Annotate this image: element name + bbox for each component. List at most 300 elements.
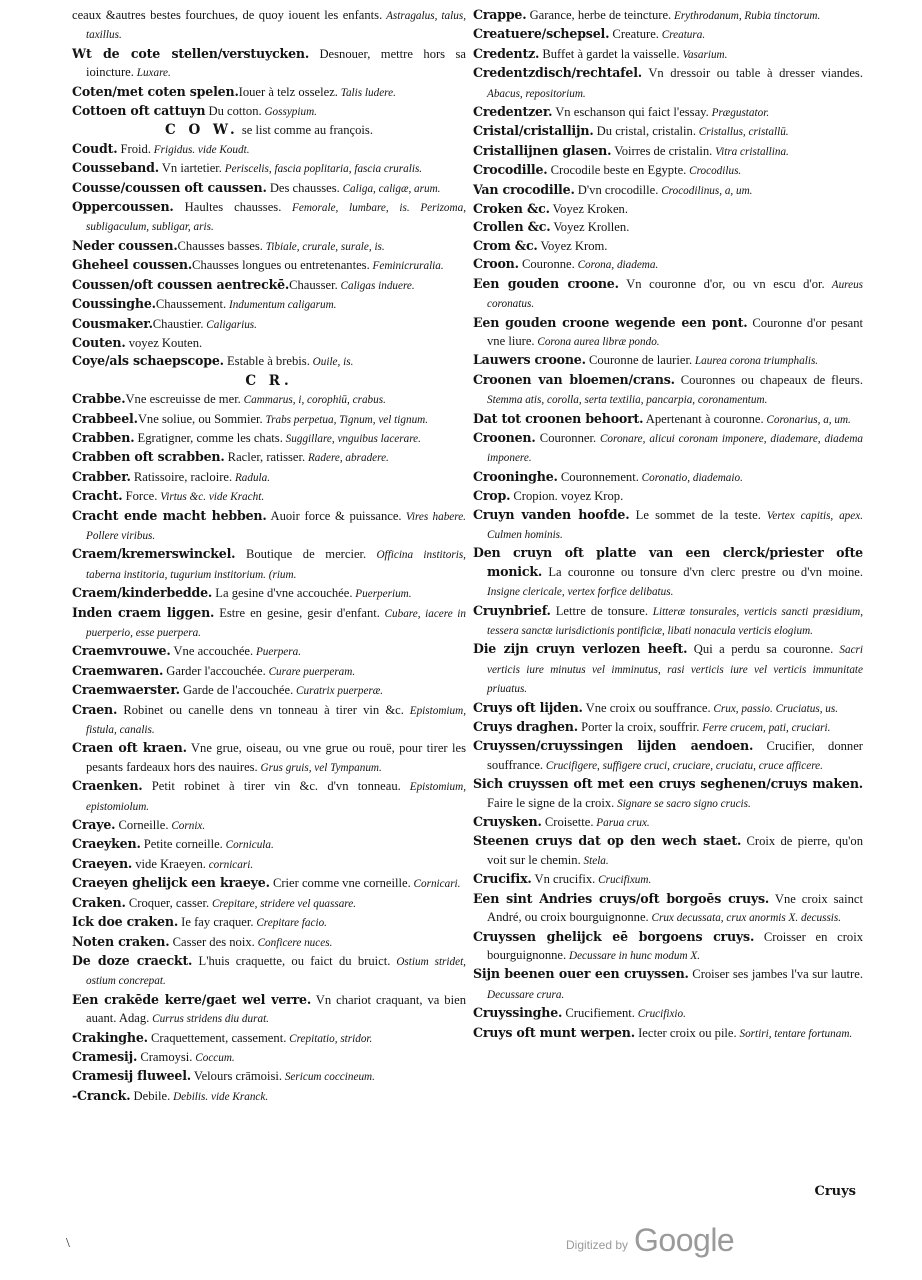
entry-headword: Coudt. xyxy=(72,140,118,156)
entry-french: Vne soliue, ou Sommier. xyxy=(137,411,263,426)
entry-latin: Caligarius. xyxy=(203,318,257,331)
entry-headword: Couten. xyxy=(72,334,126,350)
dictionary-entry xyxy=(72,429,466,448)
entry-headword: Cruys draghen. xyxy=(473,719,578,735)
entry-headword: Craemwaerster. xyxy=(72,682,180,698)
dictionary-entry xyxy=(473,737,863,775)
dictionary-entry xyxy=(72,102,466,121)
entry-french: Chausser. xyxy=(289,277,338,292)
entry-headword: -Cranck. xyxy=(72,1087,131,1103)
section-header xyxy=(72,372,466,390)
entry-headword: Cristallijnen glasen. xyxy=(473,142,612,158)
dictionary-entry xyxy=(473,45,863,64)
entry-latin: Stemma atis, corolla, serta textilia, pancarpia, coronamentum. xyxy=(487,394,768,407)
entry-french: Vn couronne d'or, ou vn escu d'or. xyxy=(618,276,825,291)
entry-latin: Radula. xyxy=(232,471,271,484)
dictionary-entry xyxy=(473,255,863,274)
entry-french: Vne escreuisse de mer. xyxy=(125,392,241,407)
dictionary-entry xyxy=(72,777,466,816)
entry-french: Le sommet de la teste. xyxy=(629,507,761,522)
entry-latin: Periscelis, fascia poplitaria, fascia cruralis. xyxy=(221,163,423,176)
entry-french: Boutique de mercier. xyxy=(235,547,367,562)
dictionary-entry xyxy=(72,352,466,371)
dictionary-entry xyxy=(473,640,863,698)
entry-latin: Gossypium. xyxy=(261,106,317,119)
dictionary-entry xyxy=(72,952,466,991)
entry-headword: Craen. xyxy=(72,701,118,717)
entry-headword: Cruyssen ghelijck eē borgoens cruys. xyxy=(473,928,755,944)
entry-latin: cornicari. xyxy=(205,858,254,871)
dictionary-entry xyxy=(473,181,863,200)
entry-latin: Curatrix puerperæ. xyxy=(293,685,384,698)
entry-latin: Puerpera. xyxy=(253,646,302,659)
entry-latin: Crocodilinus, a, um. xyxy=(658,184,753,197)
dictionary-entry xyxy=(473,371,863,410)
entry-french: Vne grue, oiseau, ou vne grue ou rouë, pour tirer les pesants fardeaux hors des nauires. xyxy=(86,741,467,774)
dictionary-entry xyxy=(473,928,863,966)
entry-french: Voyez Kroken. xyxy=(549,202,628,217)
entry-french: Force. xyxy=(122,489,158,504)
entry-latin: Signare se sacro signo crucis. xyxy=(614,797,751,810)
entry-headword: Craem/kinderbedde. xyxy=(72,585,213,601)
entry-french: Crocodile beste en Egypte. xyxy=(547,163,687,178)
dictionary-entry xyxy=(473,6,863,25)
entry-headword: Een crakēde kerre/gaet wel verre. xyxy=(72,991,312,1007)
entry-headword: Steenen cruys dat op den wech staet. xyxy=(473,833,742,849)
entry-latin: Abacus, repositorium. xyxy=(487,87,586,100)
dictionary-entry xyxy=(72,179,466,198)
entry-headword: Dat tot croonen behoort. xyxy=(473,410,644,426)
entry-french: Buffet à gardet la vaisselle. xyxy=(539,46,680,61)
entry-headword: Crabbeel. xyxy=(72,410,138,426)
dictionary-entry xyxy=(72,6,466,45)
dictionary-entry xyxy=(72,701,466,740)
dictionary-entry xyxy=(473,602,863,641)
entry-latin: Caligas induere. xyxy=(337,279,415,292)
dictionary-entry xyxy=(473,1024,863,1043)
entry-french: Desnouer, mettre hors sa ioincture. xyxy=(86,46,466,80)
entry-headword: Credentz. xyxy=(473,45,540,61)
entry-headword: Cousseband. xyxy=(72,160,159,176)
entry-latin: Prægustator. xyxy=(708,107,770,120)
entry-french: Apertenant à couronne. xyxy=(643,411,764,426)
dictionary-entry xyxy=(473,64,863,103)
dictionary-entry xyxy=(473,832,863,870)
dictionary-entry xyxy=(72,739,466,777)
entry-latin: Coronare, alicui coronam imponere, diademare, diadema imponere. xyxy=(487,432,863,465)
entry-latin: Litteræ tonsurales, verticis sancti præsidium, tessera sanctæ iurisdictionis pontificiæ, libati nonacula verticis elogium. xyxy=(487,605,863,637)
entry-french: Des chausses. xyxy=(266,180,340,195)
dictionary-entry xyxy=(473,200,863,218)
entry-headword: Cousse/coussen oft caussen. xyxy=(72,179,267,195)
entry-headword: Van crocodille. xyxy=(473,181,575,197)
entry-headword: Cracht ende macht hebben. xyxy=(72,507,267,523)
dictionary-entry xyxy=(473,314,863,352)
entry-latin: Insigne clericale, vertex forfice delibatus. xyxy=(487,586,674,599)
entry-latin: Erythrodanum, Rubia tinctorum. xyxy=(671,10,821,22)
dictionary-entry xyxy=(72,681,466,700)
entry-french: Casser des noix. xyxy=(169,934,255,949)
entry-french: Voirres de cristalin. xyxy=(611,143,713,158)
entry-french: Du cristal, cristalin. xyxy=(593,124,696,139)
entry-headword: Den cruyn oft platte van een clerck/priester ofte monick. xyxy=(473,545,863,579)
entry-french: Couronnement. xyxy=(557,469,639,484)
dictionary-entry xyxy=(473,506,863,545)
entry-french: Cramoysi. xyxy=(137,1049,193,1064)
dictionary-entry xyxy=(72,295,466,314)
dictionary-entry xyxy=(72,198,466,237)
entry-latin: Trabs perpetua, Tignum, vel tignum. xyxy=(262,413,429,426)
entry-latin: Coronatio, diademaio. xyxy=(638,471,743,484)
digitized-by-google-watermark xyxy=(566,1222,766,1256)
entry-headword: Craye. xyxy=(72,817,116,833)
entry-headword: Crocodille. xyxy=(473,162,548,178)
entry-latin: Cristallus, cristallū. xyxy=(695,126,789,139)
entry-headword: Creatuere/schepsel. xyxy=(473,26,610,42)
entry-latin: Luxare. xyxy=(133,67,171,80)
entry-latin: Decussare in hunc modum X. xyxy=(566,949,701,962)
entry-headword: Cruynbrief. xyxy=(473,602,551,618)
entry-french: Iouer à telz osselez. xyxy=(238,84,338,99)
entry-latin: Cammarus, i, corophiū, crabus. xyxy=(240,394,386,407)
dictionary-entry xyxy=(473,237,863,255)
entry-headword: Cruys oft munt werpen. xyxy=(473,1024,635,1040)
entry-latin: Crepitare, stridere vel quassare. xyxy=(209,897,357,910)
entry-headword: Craeyken. xyxy=(72,836,141,852)
dictionary-entry xyxy=(473,142,863,161)
entry-french: Lettre de tonsure. xyxy=(550,603,649,618)
entry-headword: Wt de cote stellen/verstuycken. xyxy=(72,45,310,61)
entry-latin: Cornicari. xyxy=(410,878,461,891)
entry-french: vide Kraeyen. xyxy=(132,856,206,871)
entry-french: Couronner. xyxy=(535,430,597,445)
entry-french: Craquettement, cassement. xyxy=(147,1030,287,1045)
entry-headword: Cruyssen/cruyssingen lijden aendoen. xyxy=(473,738,754,754)
dictionary-entry xyxy=(72,874,466,893)
entry-french: Froid. xyxy=(117,141,151,156)
entry-latin: Corona aurea libræ pondo. xyxy=(534,335,660,348)
entry-headword: Crollen &c. xyxy=(473,219,551,235)
entry-headword: Credentzdisch/rechtafel. xyxy=(473,65,642,81)
entry-french: Crier comme vne corneille. xyxy=(269,876,411,891)
entry-latin: Talis ludere. xyxy=(337,86,396,99)
entry-headword: Crabber. xyxy=(72,468,131,484)
dictionary-entry xyxy=(473,410,863,429)
dictionary-entry xyxy=(72,642,466,661)
entry-french: Couronnes ou chapeaux de fleurs. xyxy=(674,372,863,387)
dictionary-entry xyxy=(473,122,863,141)
entry-headword: Craenken. xyxy=(72,778,143,794)
dictionary-entry xyxy=(72,256,466,275)
entry-latin: Epistomium, fistula, canalis. xyxy=(86,704,466,737)
dictionary-entry xyxy=(72,894,466,913)
entry-french: Faire le signe de la croix. xyxy=(487,795,615,810)
dictionary-entry xyxy=(72,410,466,429)
entry-latin: Femorale, lumbare, is. Perizoma, subligaculum, subligar, aris. xyxy=(86,202,466,234)
entry-french: Chaustier. xyxy=(152,316,204,331)
entry-headword: Croonen. xyxy=(473,429,536,445)
dictionary-entry xyxy=(72,1048,466,1067)
dictionary-entry xyxy=(473,468,863,487)
entry-headword: Cramesij fluweel. xyxy=(72,1068,191,1084)
entry-french: Egratigner, comme les chats. xyxy=(134,430,283,445)
entry-french: Vn dressoir ou table à dresser viandes. xyxy=(641,66,863,81)
entry-french: Petite corneille. xyxy=(140,837,223,852)
dictionary-entry xyxy=(72,816,466,835)
entry-french: Velours crāmoisi. xyxy=(190,1069,283,1084)
entry-french: Crucifiement. xyxy=(562,1006,635,1021)
entry-headword: Coussinghe. xyxy=(72,296,156,312)
google-logo: Google xyxy=(634,1222,735,1258)
dictionary-entry xyxy=(72,83,466,102)
entry-latin: Decussare crura. xyxy=(487,988,565,1001)
entry-french: Couronne. xyxy=(518,257,575,272)
entry-latin: Virtus &c. vide Kracht. xyxy=(157,491,265,504)
section-letters: C O W. xyxy=(165,122,239,139)
entry-french: ceaux &autres bestes fourchues, de quoy iouent les enfants. xyxy=(72,8,383,22)
entry-latin: Cornix. xyxy=(168,820,206,833)
entry-french: Croisette. xyxy=(541,815,594,830)
entry-latin: Ostium stridet, ostium concrepat. xyxy=(86,955,466,988)
entry-latin: Vasarium. xyxy=(679,48,728,61)
dictionary-entry xyxy=(473,699,863,718)
dictionary-entry xyxy=(72,855,466,874)
entry-french: Debile. xyxy=(130,1088,171,1103)
dictionary-entry xyxy=(72,545,466,584)
entry-headword: Crop. xyxy=(473,488,511,504)
dictionary-entry xyxy=(72,334,466,352)
entry-latin: Sortiri, tentare fortunam. xyxy=(736,1027,853,1040)
entry-headword: Crooninghe. xyxy=(473,468,558,484)
section-header xyxy=(72,121,466,139)
entry-latin: Feminicruralia. xyxy=(369,260,444,273)
entry-headword: Cousmaker. xyxy=(72,315,153,331)
dictionary-entry xyxy=(473,813,863,832)
dictionary-entry xyxy=(473,25,863,44)
entry-headword: Crucifix. xyxy=(473,871,532,887)
section-note: se list comme au françois. xyxy=(238,123,373,138)
entry-headword: Cristal/cristallijn. xyxy=(473,123,594,139)
entry-headword: Een sint Andries cruys/oft borgoēs cruys. xyxy=(473,890,770,906)
entry-headword: Neder coussen. xyxy=(72,237,178,253)
dictionary-entry xyxy=(72,237,466,256)
entry-french: Croix de pierre, qu'on voit sur le chemin. xyxy=(487,834,863,867)
entry-latin: Vires habere. Pollere viribus. xyxy=(86,510,466,542)
entry-latin: Stela. xyxy=(580,854,609,867)
entry-french: Voyez Krollen. xyxy=(550,220,630,235)
entry-french: Auoir force & puissance. xyxy=(266,508,402,523)
entry-headword: Craeyen ghelijck een kraeye. xyxy=(72,875,270,891)
entry-headword: Crabben oft scrabben. xyxy=(72,449,225,465)
dictionary-entry xyxy=(72,604,466,643)
dictionary-entry xyxy=(473,870,863,889)
entry-latin: Crocodilus. xyxy=(686,165,742,178)
entry-french: Crucifier, donner souffrance. xyxy=(487,739,863,772)
entry-french: La couronne ou tonsure d'vn clerc prestre ou d'vn moine. xyxy=(542,564,863,579)
entry-latin: Coccum. xyxy=(192,1051,235,1064)
entry-french: Couronne d'or pesant vne liure. xyxy=(487,315,863,348)
dictionary-entry xyxy=(473,775,863,813)
entry-latin: Debilis. vide Kranck. xyxy=(170,1090,269,1103)
entry-latin: Curare puerperam. xyxy=(265,665,356,678)
entry-latin: Puerperium. xyxy=(352,588,412,601)
entry-headword: Coussen/oft coussen aentreckē. xyxy=(72,276,290,292)
entry-latin: Ouile, is. xyxy=(309,356,354,369)
entry-headword: Lauwers croone. xyxy=(473,352,586,368)
entry-french: Estre en gesine, gesir d'enfant. xyxy=(214,605,380,620)
corner-mark: \ xyxy=(66,1236,70,1251)
entry-latin: Creatura. xyxy=(658,29,706,42)
dictionary-entry xyxy=(72,662,466,681)
entry-headword: Craemvrouwe. xyxy=(72,643,171,659)
entry-headword: Coye/als schaepscope. xyxy=(72,353,224,369)
entry-french: Estable à brebis. xyxy=(223,354,310,369)
entry-latin: Grus gruis, vel Tympanum. xyxy=(257,761,382,774)
entry-french: Couronne de laurier. xyxy=(585,353,693,368)
entry-headword: Craeyen. xyxy=(72,855,133,871)
right-column xyxy=(473,6,863,1043)
dictionary-entry xyxy=(72,468,466,487)
entry-headword: Cruyn vanden hoofde. xyxy=(473,506,630,522)
dictionary-entry xyxy=(72,991,466,1029)
entry-headword: Cramesij. xyxy=(72,1048,138,1064)
entry-french: Croquer, casser. xyxy=(125,895,210,910)
entry-latin: Corona, diadema. xyxy=(574,259,659,272)
entry-latin: Frigidus. vide Koudt. xyxy=(150,143,250,156)
dictionary-entry xyxy=(473,1004,863,1023)
entry-headword: Een gouden croone wegende een pont. xyxy=(473,314,748,330)
entry-headword: Craen oft kraen. xyxy=(72,740,187,756)
entry-latin: Conficere nuces. xyxy=(254,936,333,949)
entry-latin: Vertex capitis, apex. Culmen hominis. xyxy=(487,509,864,541)
entry-headword: Cracht. xyxy=(72,488,123,504)
dictionary-entry xyxy=(473,890,863,928)
entry-headword: Cottoen oft cattuyn xyxy=(72,103,206,119)
entry-headword: De doze craeckt. xyxy=(72,952,193,968)
entry-headword: Crom &c. xyxy=(473,237,538,253)
entry-french: Garance, herbe de teincture. xyxy=(526,8,672,22)
entry-headword: Sich cruyssen oft met een cruys seghenen/cruys maken. xyxy=(473,776,863,792)
digitized-by-label: Digitized by xyxy=(566,1238,629,1252)
entry-headword: Noten craken. xyxy=(72,933,170,949)
entry-latin: Radere, abradere. xyxy=(305,452,389,465)
dictionary-entry xyxy=(72,913,466,932)
entry-latin: Ferre crucem, pati, cruciari. xyxy=(699,722,831,735)
entry-french: Croisser en croix bourguignonne. xyxy=(487,929,863,962)
dictionary-entry xyxy=(72,584,466,603)
entry-latin: Astragalus, talus, taxillus. xyxy=(86,10,466,42)
entry-french: Chausses basses. xyxy=(177,238,263,253)
entry-latin: Caliga, caligæ, arum. xyxy=(339,182,441,195)
entry-latin: Crucifixio. xyxy=(634,1008,686,1021)
entry-headword: Crappe. xyxy=(473,7,527,22)
entry-headword: Crabbe. xyxy=(72,391,126,407)
entry-headword: Gheheel coussen. xyxy=(72,257,193,273)
dictionary-entry xyxy=(72,448,466,467)
entry-french: Creature. xyxy=(609,27,659,42)
dictionary-entry xyxy=(72,835,466,854)
entry-headword: Die zijn cruyn verlozen heeft. xyxy=(473,641,688,657)
entry-headword: Croon. xyxy=(473,256,519,272)
entry-headword: Crabben. xyxy=(72,429,135,445)
entry-french: La gesine d'vne accouchée. xyxy=(212,586,353,601)
dictionary-entry xyxy=(473,161,863,180)
entry-headword: Ick doe craken. xyxy=(72,914,179,930)
entry-latin: Sacri verticis iure minutus vel imminutus, rasi verticis iure vel verticis immunitate priuatus. xyxy=(487,644,863,696)
entry-headword: Credentzer. xyxy=(473,104,553,120)
dictionary-entry xyxy=(72,315,466,334)
entry-headword: Craemwaren. xyxy=(72,662,164,678)
entry-french: Vne croix sainct André, ou croix bourguignonne. xyxy=(487,891,863,925)
dictionary-entry xyxy=(473,429,863,468)
entry-french: Iecter croix ou pile. xyxy=(634,1025,737,1040)
entry-latin: Coronarius, a, um. xyxy=(763,413,851,426)
entry-headword: Crakinghe. xyxy=(72,1029,148,1045)
entry-french: Porter la croix, souffrir. xyxy=(577,720,700,735)
entry-french: Vne croix ou souffrance. xyxy=(582,700,711,715)
entry-french: Robinet ou canelle dens vn tonneau à tirer vin &c. xyxy=(117,702,404,717)
entry-headword: Cruyssinghe. xyxy=(473,1005,563,1021)
entry-french: Garde de l'accouchée. xyxy=(179,683,294,698)
entry-french: D'vn crocodille. xyxy=(574,182,659,197)
entry-latin: Officina institoris, taberna institoria, tugurium institorium. (rium. xyxy=(86,549,466,581)
entry-headword: Craken. xyxy=(72,894,126,910)
entry-latin: Crux decussata, crux anormis X. decussis. xyxy=(648,912,842,925)
entry-french: Voyez Krom. xyxy=(537,238,608,253)
entry-french: Vne accouchée. xyxy=(170,644,254,659)
entry-french: Ratissoire, racloire. xyxy=(130,469,233,484)
entry-french: L'huis craquette, ou faict du bruict. xyxy=(192,953,391,968)
entry-headword: Croonen van bloemen/crans. xyxy=(473,371,675,387)
dictionary-entry xyxy=(72,140,466,159)
entry-latin: Suggillare, vnguibus lacerare. xyxy=(282,432,421,445)
entry-latin: Indumentum caligarum. xyxy=(226,299,337,312)
entry-headword: Craem/kremerswinckel. xyxy=(72,546,236,562)
entry-headword: Croken &c. xyxy=(473,201,550,217)
dictionary-entry xyxy=(473,275,863,314)
dictionary-entry xyxy=(72,159,466,178)
entry-latin: Tibiale, crurale, surale, is. xyxy=(262,240,385,253)
entry-french: Cropion. voyez Krop. xyxy=(510,489,624,504)
entry-latin: Cornicula. xyxy=(222,839,274,852)
dictionary-entry xyxy=(72,1029,466,1048)
entry-headword: Cruysken. xyxy=(473,814,542,830)
entry-headword: Inden craem liggen. xyxy=(72,604,215,620)
dictionary-entry xyxy=(72,487,466,506)
entry-latin: Aureus coronatus. xyxy=(487,278,864,311)
entry-french: Racler, ratisser. xyxy=(224,450,306,465)
entry-headword: Oppercoussen. xyxy=(72,199,174,215)
entry-latin: Sericum coccineum. xyxy=(282,1071,375,1084)
entry-headword: Cruys oft lijden. xyxy=(473,699,583,715)
dictionary-entry xyxy=(473,544,863,601)
entry-french: Corneille. xyxy=(115,818,169,833)
entry-latin: Cubare, iacere in puerperio, esse puerpera. xyxy=(86,607,466,639)
left-column xyxy=(72,6,466,1106)
entry-latin: Epistomium, epistomiolum. xyxy=(86,781,466,813)
entry-headword: Een gouden croone. xyxy=(473,275,619,291)
entry-latin: Currus stridens diu durat. xyxy=(149,1013,269,1026)
entry-headword: Sijn beenen ouer een cruyssen. xyxy=(473,966,689,982)
entry-french: Vn crucifix. xyxy=(531,872,596,887)
dictionary-entry xyxy=(72,933,466,952)
entry-french: Chausses longues ou entretenantes. xyxy=(192,258,370,273)
entry-latin: Parua crux. xyxy=(593,817,650,830)
dictionary-entry xyxy=(72,1067,466,1086)
dictionary-entry xyxy=(72,45,466,83)
section-letters: C R. xyxy=(245,372,293,389)
entry-headword: Coten/met coten spelen. xyxy=(72,83,239,99)
